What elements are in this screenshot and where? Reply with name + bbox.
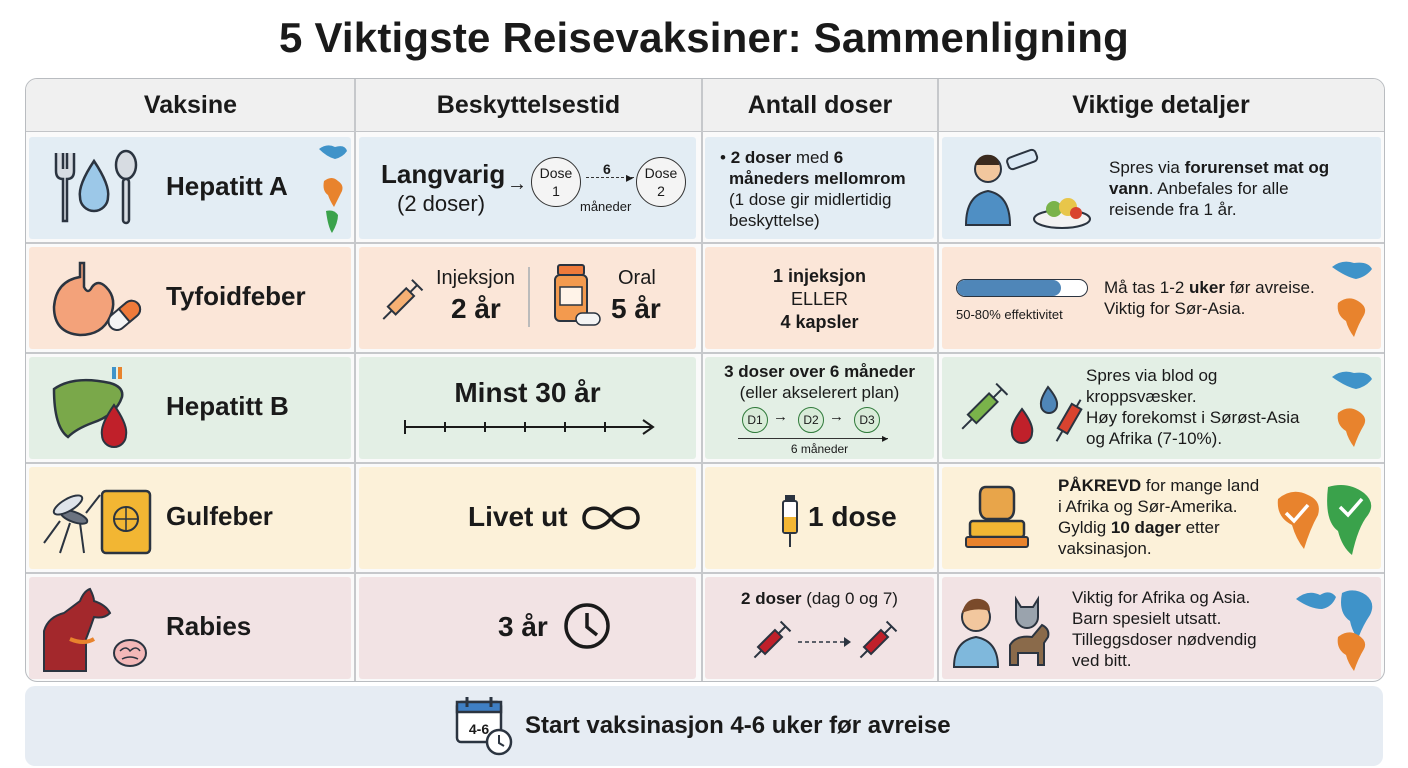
row-tyfoidfeber	[26, 243, 1384, 353]
stomach-capsule-icon	[46, 257, 146, 341]
details-text: Spres via forurenset mat og vann. Anbefales for alle reisende fra 1 år.	[1109, 158, 1330, 219]
arrow-icon: →	[773, 408, 788, 425]
liver-blood-icon	[48, 365, 138, 451]
details-text: Viktig for Afrika og Asia. Barn spesielt utsatt. Tilleggsdoser nødvendig ved bitt.	[1072, 588, 1257, 670]
header-details: Viktige detaljer	[1072, 91, 1250, 119]
interval-line	[738, 438, 888, 439]
interval-label: 6 måneder	[790, 442, 849, 456]
calendar-clock-icon	[453, 694, 517, 758]
infinity-icon	[580, 501, 642, 535]
page-title: 5 Viktigste Reisevaksiner: Sammenligning	[279, 14, 1129, 61]
dose-d1-circle: D1	[742, 407, 768, 433]
efficacy-label: 50-80% effektivitet	[956, 307, 1063, 322]
efficacy-fill	[957, 280, 1061, 296]
fork-water-spoon-icon	[48, 147, 140, 229]
syringes-blood-icon	[952, 369, 1088, 449]
duration-main: Langvarig	[381, 159, 506, 189]
efficacy-bar	[956, 279, 1088, 297]
arrow-head-icon: ▸	[626, 169, 634, 185]
details-text: PÅKREVD for mange land i Afrika og Sør-Amerika. Gyldig 10 dager etter vaksinasjon.	[1058, 476, 1260, 558]
injection-years: 2 år	[451, 293, 501, 324]
vaccine-name: Tyfoidfeber	[166, 281, 306, 311]
dog-brain-icon	[40, 585, 150, 673]
row-hepatitt-b	[26, 353, 1384, 463]
asia-africa-map-icon	[1328, 367, 1378, 453]
header-doses: Antall doser	[747, 91, 893, 119]
footer-banner	[25, 686, 1383, 766]
doses-text: 3 doser over 6 måneder (eller akselerert plan)	[724, 362, 915, 402]
vaccine-name: Gulfeber	[166, 501, 273, 531]
dose-1-circle: Dose 1	[531, 157, 581, 207]
duration-sub: (2 doser)	[397, 191, 486, 216]
asia-africa-map-icon	[1328, 257, 1378, 343]
person-drinking-icon	[956, 147, 1092, 235]
divider	[528, 267, 530, 327]
stamp-icon	[962, 483, 1032, 555]
dose-d3-circle: D3	[854, 407, 880, 433]
vaccine-table	[25, 78, 1385, 682]
vaccine-name: Hepatitt B	[166, 391, 289, 421]
details-text: Må tas 1-2 uker før avreise. Viktig for Sør-Asia.	[1104, 278, 1315, 318]
africa-south-america-map-icon	[1272, 477, 1378, 561]
dose-d2-circle: D2	[798, 407, 824, 433]
vaccine-vial-icon	[778, 493, 802, 549]
doses-text: 1 dose	[808, 501, 897, 532]
syringe-icon	[374, 273, 430, 329]
row-gulfeber	[26, 463, 1384, 573]
oral-years: 5 år	[611, 293, 661, 324]
oral-label: Oral	[618, 267, 656, 289]
footer-text: Start vaksinasjon 4-6 uker før avreise	[525, 712, 951, 739]
row-rabies	[26, 573, 1384, 682]
arrow-icon: →	[507, 173, 527, 195]
mosquito-passport-icon	[40, 477, 166, 561]
vaccine-name: Hepatitt A	[166, 171, 288, 201]
clock-icon	[562, 601, 612, 651]
row-hepatitt-a	[26, 133, 1384, 243]
header-duration: Beskyttelsestid	[436, 91, 621, 119]
injection-label: Injeksjon	[436, 267, 515, 289]
timeline-arrow	[401, 415, 661, 439]
doses-text: 1 injeksjon ELLER 4 kapsler	[772, 266, 867, 332]
pill-bottle-icon	[550, 261, 606, 331]
dose-2-circle: Dose 2	[636, 157, 686, 207]
dose-interval-unit: måneder	[580, 199, 632, 214]
header-vaccine: Vaksine	[143, 91, 238, 119]
world-regions-icon	[316, 141, 350, 237]
details-text: Spres via blod og kroppsvæsker. Høy forekomst i Sørøst-Asia og Afrika (7-10%).	[1086, 366, 1300, 448]
two-syringes-icon	[746, 617, 906, 667]
child-cat-dog-icon	[952, 589, 1062, 669]
asia-africa-map-icon	[1292, 585, 1378, 673]
arrow-head-icon: ▸	[882, 431, 889, 445]
calendar-label: 4-6	[468, 721, 490, 737]
doses-text: • 2 doser med 6 måneders mellomrom (1 dose gir midlertidig beskyttelse)	[720, 148, 906, 230]
table-header	[26, 79, 1384, 132]
duration: Livet ut	[468, 501, 568, 532]
duration: Minst 30 år	[454, 377, 601, 408]
arrow-icon: →	[829, 408, 844, 425]
vaccine-name: Rabies	[166, 611, 252, 641]
doses-text: 2 doser (dag 0 og 7)	[741, 589, 898, 608]
duration: 3 år	[498, 611, 548, 642]
dose-interval: 6	[603, 161, 611, 177]
